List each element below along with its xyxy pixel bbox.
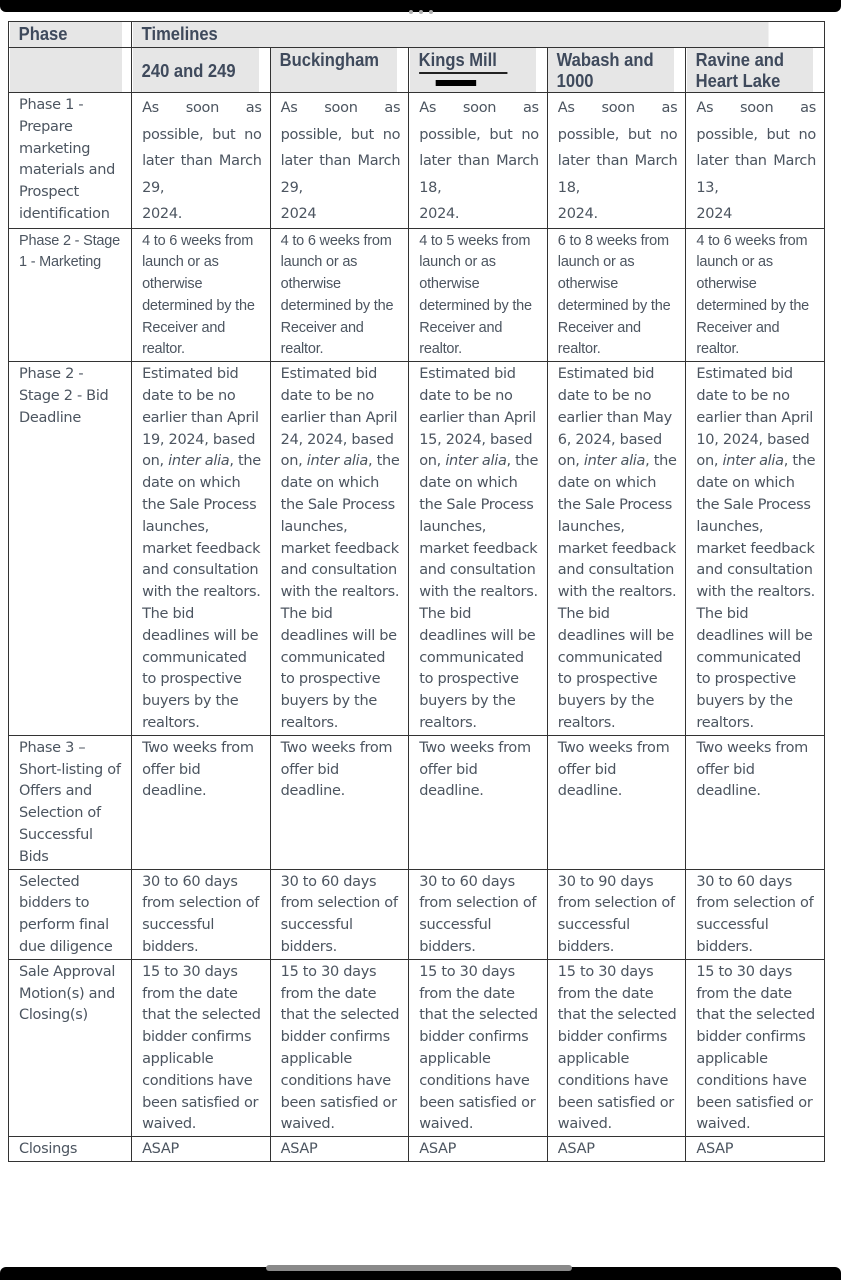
timeline-cell: 6 to 8 weeks from launch or as otherwise determined by the Receiver and realtor. — [547, 228, 686, 362]
timeline-cell: 4 to 5 weeks from launch or as otherwise determined by the Receiver and realtor. — [409, 228, 548, 362]
column-header-ravine-and-heart-lake: Ravine and Heart Lake — [686, 48, 814, 93]
timeline-cell: ASAP — [132, 1137, 271, 1162]
table-row — [9, 869, 825, 959]
timeline-cell: As soon as possible, but no later than March 18, 2024. — [409, 93, 548, 229]
phase-cell: Phase 3 – Short-listing of Offers and Selection of Successful Bids — [9, 735, 132, 869]
header-timelines: Timelines — [132, 22, 770, 48]
timeline-cell: 30 to 60 days from selection of successful bidders. — [686, 869, 825, 959]
underline-mark — [418, 72, 506, 74]
timeline-cell: 15 to 30 days from the date that the selected bidder confirms applicable conditions have been satisfied or waived. — [132, 959, 271, 1136]
horizontal-scrollbar[interactable] — [266, 1265, 572, 1271]
table-row — [9, 362, 825, 736]
table-row — [9, 1137, 825, 1162]
timeline-cell: Estimated bid date to be no earlier than April 19, 2024, based on, inter alia, the date on which the Sale Process launches, market feedback and consultation with the realtors. The bid deadlines will be communicated to prospective buyers by the realtors. — [132, 362, 271, 736]
redaction-bar — [435, 80, 475, 86]
timeline-cell: 4 to 6 weeks from launch or as otherwise determined by the Receiver and realtor. — [686, 228, 825, 362]
header-blank — [9, 48, 122, 93]
table-row — [9, 959, 825, 1136]
timeline-cell: As soon as possible, but no later than March 29, 2024 — [270, 93, 409, 229]
timeline-cell: As soon as possible, but no later than March 18, 2024. — [547, 93, 686, 229]
timeline-cell: Estimated bid date to be no earlier than April 24, 2024, based on, inter alia, the date on which the Sale Process launches, market feedback and consultation with the realtors. The bid deadlines will be communicated to prospective buyers by the realtors. — [270, 362, 409, 736]
timeline-cell: 30 to 60 days from selection of successful bidders. — [132, 869, 271, 959]
timeline-cell: 4 to 6 weeks from launch or as otherwise determined by the Receiver and realtor. — [132, 228, 271, 362]
phase-cell: Closings — [9, 1137, 132, 1162]
timeline-cell: Estimated bid date to be no earlier than April 10, 2024, based on, inter alia, the date on which the Sale Process launches, market feedback and consultation with the realtors. The bid deadlines will be communicated to prospective buyers by the realtors. — [686, 362, 825, 736]
phase-cell: Sale Approval Motion(s) and Closing(s) — [9, 959, 132, 1136]
timeline-cell: ASAP — [547, 1137, 686, 1162]
timeline-cell: As soon as possible, but no later than March 29, 2024. — [132, 93, 271, 229]
timeline-cell: 30 to 60 days from selection of successful bidders. — [409, 869, 548, 959]
phase-cell: Selected bidders to perform final due diligence — [9, 869, 132, 959]
timeline-cell: 15 to 30 days from the date that the selected bidder confirms applicable conditions have been satisfied or waived. — [686, 959, 825, 1136]
table-row — [9, 228, 825, 362]
phase-cell: Phase 2 - Stage 1 - Marketing — [9, 228, 132, 362]
timeline-cell: 30 to 60 days from selection of successful bidders. — [270, 869, 409, 959]
timeline-cell: Two weeks from offer bid deadline. — [132, 735, 271, 869]
timeline-cell: Two weeks from offer bid deadline. — [270, 735, 409, 869]
timeline-cell: ASAP — [270, 1137, 409, 1162]
timeline-cell: 15 to 30 days from the date that the selected bidder confirms applicable conditions have been satisfied or waived. — [409, 959, 548, 1136]
timeline-cell: Two weeks from offer bid deadline. — [409, 735, 548, 869]
timeline-cell: ASAP — [686, 1137, 825, 1162]
header-phase: Phase — [9, 22, 122, 48]
timeline-cell: 4 to 6 weeks from launch or as otherwise determined by the Receiver and realtor. — [270, 228, 409, 362]
table-row — [9, 735, 825, 869]
timeline-cell: Estimated bid date to be no earlier than April 15, 2024, based on, inter alia, the date on which the Sale Process launches, market feedback and consultation with the realtors. The bid deadlines will be communicated to prospective buyers by the realtors. — [409, 362, 548, 736]
column-header-wabash-and-1000: Wabash and 1000 — [547, 48, 674, 93]
timeline-cell: Estimated bid date to be no earlier than May 6, 2024, based on, inter alia, the date on which the Sale Process launches, market feedback and consultation with the realtors. The bid deadlines will be communicated to prospective buyers by the realtors. — [547, 362, 686, 736]
column-header-buckingham: Buckingham — [270, 48, 397, 93]
timeline-cell: Two weeks from offer bid deadline. — [547, 735, 686, 869]
timeline-cell: 30 to 90 days from selection of successful bidders. — [547, 869, 686, 959]
timeline-cell: 15 to 30 days from the date that the selected bidder confirms applicable conditions have been satisfied or waived. — [547, 959, 686, 1136]
table-row — [9, 93, 825, 229]
timeline-cell: Two weeks from offer bid deadline. — [686, 735, 825, 869]
timeline-cell: As soon as possible, but no later than March 13, 2024 — [686, 93, 825, 229]
column-header-kings-mill: Kings Mill — [409, 48, 536, 93]
timeline-cell: 15 to 30 days from the date that the selected bidder confirms applicable conditions have been satisfied or waived. — [270, 959, 409, 1136]
phase-cell: Phase 1 - Prepare marketing materials and Prospect identification — [9, 93, 132, 229]
column-header-240-and-249: 240 and 249 — [132, 48, 259, 93]
drag-handle-icon[interactable] — [409, 10, 433, 14]
phase-cell: Phase 2 - Stage 2 - Bid Deadline — [9, 362, 132, 736]
timeline-table — [8, 21, 825, 1162]
timeline-cell: ASAP — [409, 1137, 548, 1162]
